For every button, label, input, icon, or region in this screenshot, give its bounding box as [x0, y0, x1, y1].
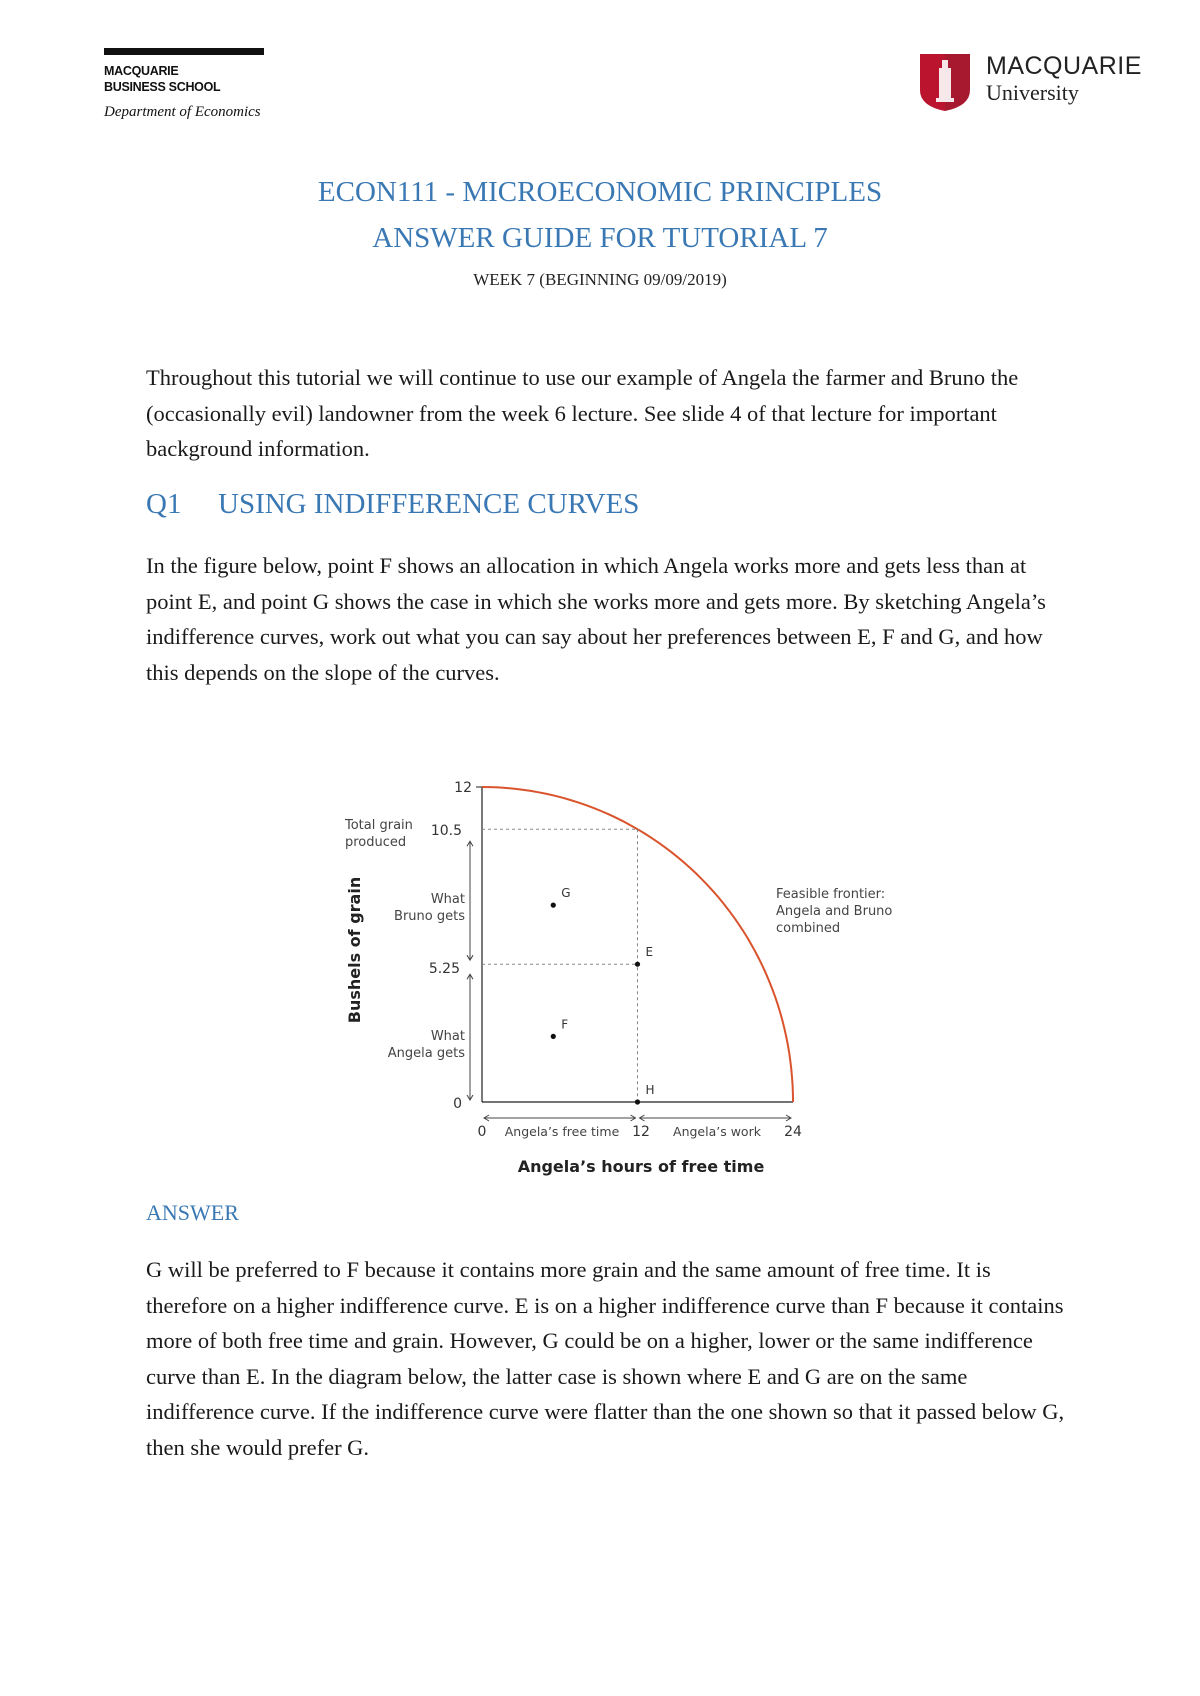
department-name: Department of Economics [104, 104, 261, 120]
header-rule [104, 48, 264, 55]
week-label: WEEK 7 (BEGINNING 09/09/2019) [473, 270, 727, 289]
y-tick-label-0: 0 [453, 1096, 462, 1112]
point-f [551, 1034, 556, 1039]
free-time-arrow-head-left [484, 1115, 489, 1121]
question-number: Q1 [146, 488, 182, 520]
y-tick-label-10-5: 10.5 [430, 823, 462, 839]
free-time-arrow-head-right [631, 1115, 636, 1121]
answer-heading: ANSWER [146, 1200, 239, 1225]
y-tick-label-5-25: 5.25 [428, 961, 460, 977]
angela-share-arrow-head-top [467, 974, 473, 979]
point-h [635, 1099, 640, 1104]
school-name-line1: MACQUARIE [104, 64, 179, 78]
school-name [104, 63, 220, 95]
point-label-e: E [645, 945, 654, 960]
school-name-line2: BUSINESS SCHOOL [104, 80, 221, 94]
logo-text-macquarie: MACQUARIE [986, 52, 1142, 80]
question-paragraph: In the figure below, point F shows an allocation in which Angela works more and gets less than at point E, and point G shows the case in which she works more and gets more. By sketching Angela’s indifference curves, work out what you can say about her preferences between E, F and G, and how this depends on the slope of the curves. [146, 553, 1046, 685]
page-subtitle-heading: ANSWER GUIDE FOR TUTORIAL 7 [372, 222, 828, 254]
question-heading [146, 488, 639, 521]
page-title: ECON111 - MICROECONOMIC PRINCIPLES [317, 176, 883, 208]
point-e [635, 962, 640, 967]
bruno-share-arrow-head-top [467, 841, 473, 846]
logo-text-university: University [986, 80, 1079, 105]
point-label-f: F [561, 1017, 569, 1032]
point-label-g: G [561, 886, 571, 901]
annotation-angela-gets: What Angela gets [387, 1029, 465, 1061]
work-arrow-head-right [786, 1115, 791, 1121]
y-axis-label: Bushels of grain [345, 876, 364, 1024]
angela-share-arrow-head-bottom [467, 1095, 473, 1100]
annotation-work: Angela’s work [673, 1124, 761, 1139]
x-axis-label: Angela’s hours of free time [517, 1157, 765, 1176]
point-label-h: H [645, 1083, 655, 1097]
answer-paragraph: G will be preferred to F because it contains more grain and the same amount of free time. It is therefore on a higher indifference curve. E is on a higher indifference curve than F because it contains more of both free time and grain. However, G could be on a higher, lower or the same indifference curve than E. In the diagram below, the latter case is shown where E and G are on the same indifference curve. If the indifference curve were flatter than the one shown so that it passed below G, then she would prefer G. [146, 1257, 1065, 1460]
x-tick-label-0: 0 [477, 1124, 487, 1140]
annotation-bruno-gets: What Bruno gets [394, 892, 465, 924]
intro-paragraph: Throughout this tutorial we will continue to use our example of Angela the farmer and Bruno the (occasionally evil) landowner from the week 6 lecture. See slide 4 of that lecture for important background information. [146, 365, 1019, 461]
point-g [551, 903, 556, 908]
x-tick-label-24: 24 [784, 1124, 802, 1140]
frontier-curve [482, 787, 793, 1102]
question-title: USING INDIFFERENCE CURVES [218, 488, 640, 520]
bruno-share-arrow-head-bottom [467, 955, 473, 960]
y-tick-label-12: 12 [454, 780, 472, 796]
x-tick-label-12: 12 [632, 1124, 650, 1140]
work-arrow-head-left [640, 1115, 645, 1121]
annotation-total-grain: Total grain produced [345, 818, 413, 850]
annotation-frontier: Feasible frontier: Angela and Bruno combined [776, 887, 893, 936]
annotation-free-time: Angela’s free time [504, 1124, 620, 1139]
